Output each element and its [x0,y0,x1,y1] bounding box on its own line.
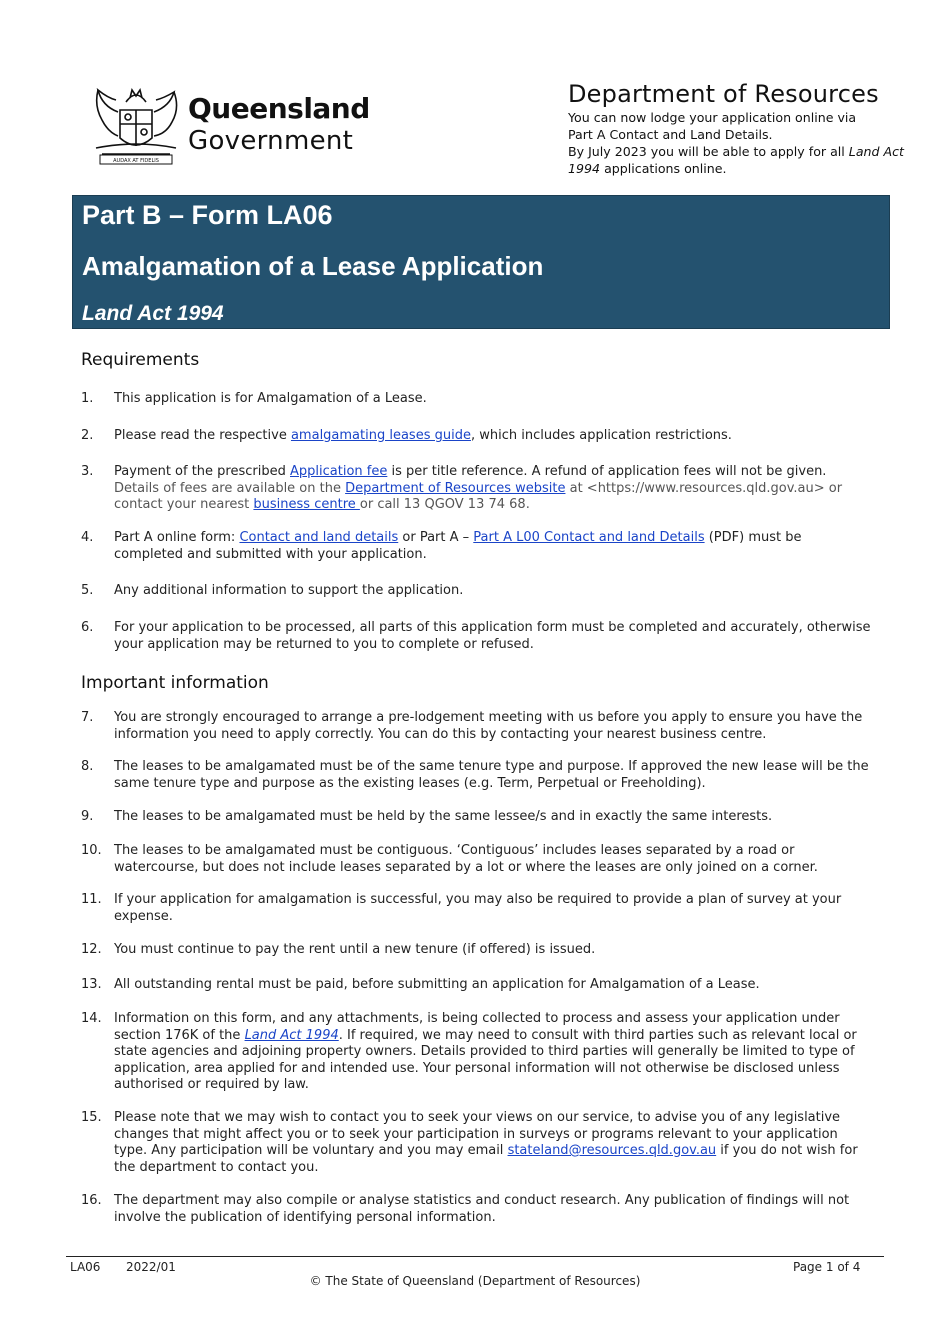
footer-version: 2022/01 [126,1260,176,1274]
requirements-heading: Requirements [81,350,200,370]
application-fee-link[interactable]: Application fee [290,464,388,479]
contact-land-details-link[interactable]: Contact and land details [239,530,399,545]
part-a-l00-link[interactable]: Part A L00 Contact and land Details [473,530,705,545]
land-act-link[interactable]: Land Act 1994 [244,1027,339,1043]
logo-motto: AUDAX AT FIDELIS [113,158,159,164]
dept-line-2: Part A Contact and Land Details. [568,127,773,142]
dept-line-3: By July 2023 you will be able to apply for all Land Act [568,144,904,159]
footer-page-number: Page 1 of 4 [793,1260,861,1274]
stateland-email-link[interactable]: stateland@resources.qld.gov.au [507,1143,717,1158]
title-banner [72,195,890,329]
department-block [568,79,928,177]
business-centre-link[interactable]: business centre [253,497,360,512]
dept-line-1: You can now lodge your application online via [568,110,857,125]
footer-divider [66,1256,884,1257]
coat-of-arms-icon [88,76,184,168]
form-act: Land Act 1994 [82,302,224,325]
logo-queensland: Queensland [188,92,370,125]
form-title: Amalgamation of a Lease Application [82,251,544,281]
dept-line-4: 1994 applications online. [568,161,727,176]
form-part-title: Part B – Form LA06 [82,200,333,230]
amalgamating-leases-guide-link[interactable]: amalgamating leases guide [290,428,471,443]
important-heading: Important information [81,673,269,693]
department-name: Department of Resources [568,80,879,108]
queensland-government-logo [88,76,370,168]
logo-government: Government [188,126,354,156]
footer-form-code: LA06 [70,1260,101,1274]
department-website-link[interactable]: Department of Resources website [345,480,566,496]
footer-copyright: © The State of Queensland (Department of Resources) [309,1274,641,1288]
